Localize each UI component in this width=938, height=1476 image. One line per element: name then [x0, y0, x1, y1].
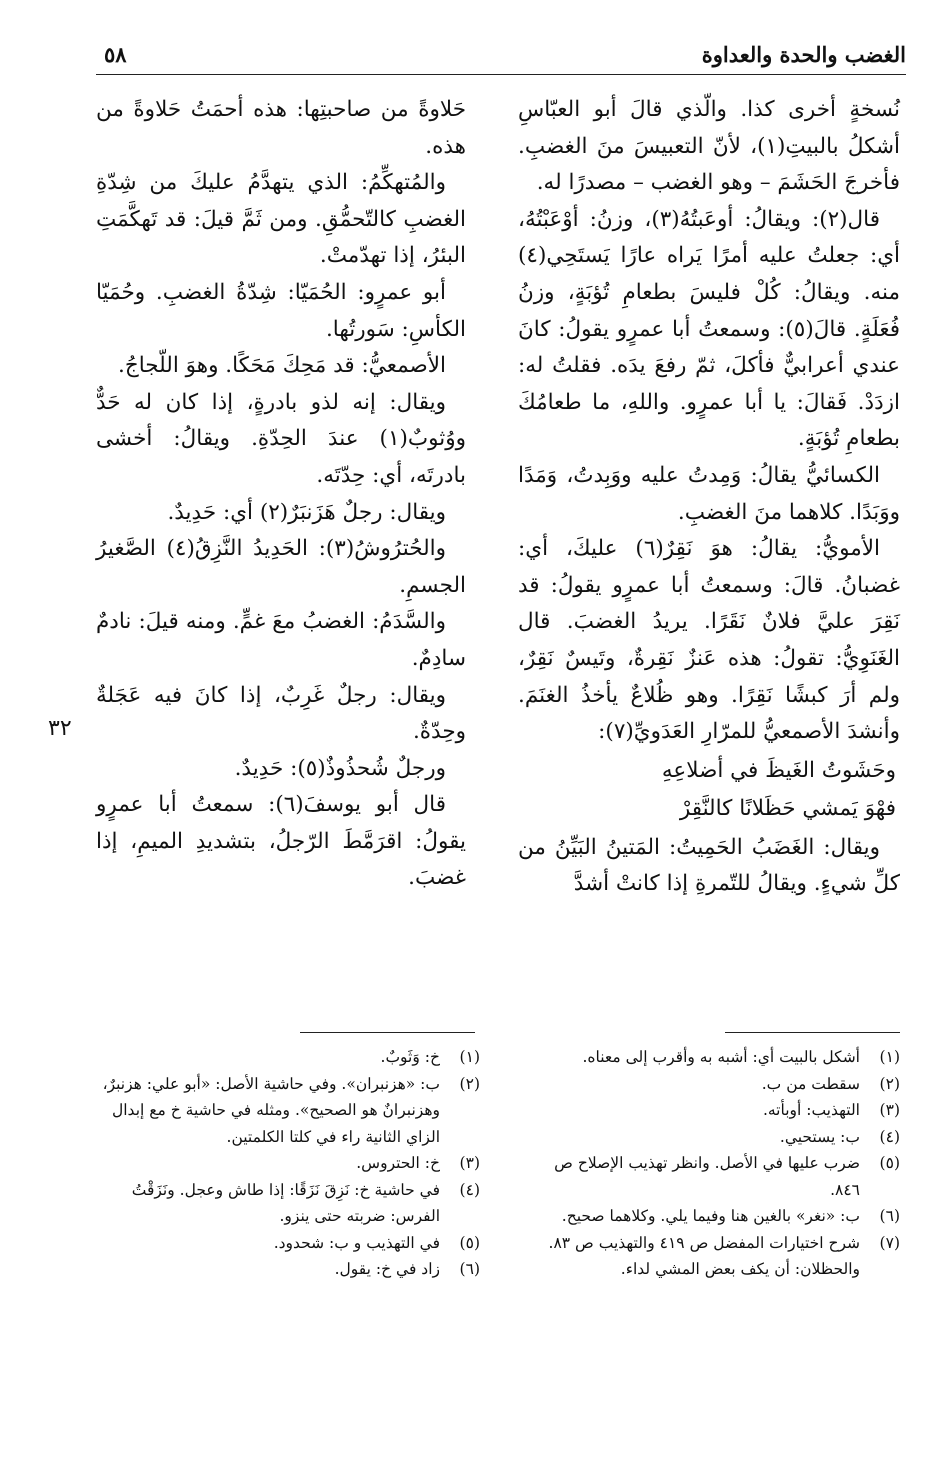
footnote-number: (٤) — [459, 1180, 480, 1199]
paragraph: نُسخةٍ أخرى كذا. والّذي قالَ أبو العبّاسِ أشكلُ بالبيتِ(١)، لأنّ التعبيسَ منَ الغضبِ. فأخرجَ الحَشَمَ – وهو الغضب – مصدرًا له. — [518, 97, 900, 196]
paragraph: ورجلٌ شُحذُوذٌ(٥): حَدِيدٌ. — [234, 755, 446, 781]
paragraph: والسَّدَمُ: الغضبُ معَ غمٍّ. ومنه قيلَ: نادمٌ سادِمٌ. — [96, 609, 466, 671]
footnote — [96, 1044, 480, 1071]
footnote-text: ب: «نغر» بالغين هنا وفيما يلي. وكلاهما صحيح. — [561, 1207, 860, 1225]
footnote-text: ضرب عليها في الأصل. وانظر تهذيب الإصلاح ص ٨٤٦. — [554, 1154, 860, 1199]
footnote-text: في التهذيب و ب: شحدود. — [273, 1233, 440, 1252]
footnote — [96, 1150, 480, 1177]
footnote-number: (٦) — [459, 1260, 480, 1278]
footnote-text: التهذيب: أوبأته. — [762, 1101, 860, 1119]
footnote-number: (٢) — [459, 1074, 480, 1093]
footnote-divider — [725, 1032, 900, 1033]
footnote-number: (٣) — [879, 1101, 900, 1119]
paragraph: قال(٢): ويقالُ: أوعَبتُهُ(٣)، وزنُ: أوْعَبْتُهُ، أي: جعلتُ عليه أمرًا يَراه عارًا يَستَحِي(٤) منه. ويقالُ: كُلْ فليسَ بطعامِ تُؤبَةٍ، وزنُ فُعَلَةٍ. قالَ(٥): وسمعتُ أبا عمرٍو يقولُ: كانَ عندي أعرابيٌّ فأكلَ، ثمّ رفعَ يدَه. فقلتُ له: ازدَدْ. فَقالَ: يا أبا عمرٍو. واللهِ، ما طعامُكَ بطعامِ تُؤبَةٍ. — [518, 206, 900, 452]
footnote — [520, 1044, 900, 1071]
page-number: ٥٨ — [104, 42, 127, 67]
footnote-number: (٦) — [879, 1207, 900, 1225]
footnote-number: (١) — [879, 1048, 900, 1066]
paragraph: والحُترُوشُ(٣): الحَدِيدُ النَّزِقُ(٤) الصَّغيرُ الجسمِ. — [96, 536, 466, 598]
footnote-number: (٣) — [459, 1154, 480, 1172]
footnote-text: زاد في خ: يقول. — [334, 1260, 440, 1278]
paragraph: أبو عمرٍو: الحُمَيّا: شِدّةُ الغضبِ. وحُمَيّا الكأسِ: سَورتُها. — [96, 279, 466, 342]
footnote-text: في حاشية خ: نَزِقَ نَزَقًا: إذا طاش وعجل. ونَزَقْتُ الفرس: ضربته حتى ينزو. — [131, 1180, 440, 1225]
footnote — [520, 1150, 900, 1203]
margin-number: ٣٢ — [48, 716, 72, 741]
left-text-column — [96, 92, 466, 897]
footnote — [96, 1071, 480, 1151]
footnote-number: (٤) — [879, 1127, 900, 1146]
running-header — [96, 40, 906, 75]
footnotes-right — [520, 1044, 900, 1283]
footnote — [96, 1177, 480, 1230]
footnote-text: ب: «هزنبران». وفي حاشية الأصل: «أبو علي: هزنبرٌ، وهزنبرانٌ هو الصحيح». ومثله في حاشية خ مع إبدال الزاي الثانية راء في كلتا الكلمتين. — [102, 1074, 440, 1146]
footnote — [520, 1203, 900, 1230]
footnote-text: أشكل بالبيت أي: أشبه به وأقرب إلى معناه. — [582, 1048, 860, 1066]
footnote-text: خ: الحتروس. — [356, 1154, 440, 1172]
verse-line: وحَشَوتُ الغَيظَ في أضلاعِهِ — [661, 757, 896, 783]
paragraph: ويقال: رجلٌ هَزَنبَرٌ(٢) أي: حَدِيدٌ. — [167, 499, 446, 525]
paragraph: الكسائيُّ يقالُ: وَمِدتُ عليه ووَبِدتُ، وَمَدًا ووَبَدًا. كلاهما منَ الغضبِ. — [518, 462, 900, 525]
footnote-divider — [300, 1032, 475, 1033]
footnote-number: (٢) — [879, 1074, 900, 1093]
footnote — [96, 1230, 480, 1257]
paragraph: حَلاوةً من صاحبتِها: هذه أحمَتُ حَلاوةً من هذه. — [96, 97, 466, 159]
footnote-number: (٥) — [459, 1233, 480, 1252]
verse-line: فهْوَ يَمشي حَظَلانًا كالنَّقِرْ — [679, 796, 896, 822]
footnote-number: (٧) — [879, 1233, 900, 1252]
paragraph: الأمويُّ: يقالُ: هوَ نَقِرٌ(٦) عليكَ، أي: غضبانُ. قالَ: وسمعتُ أبا عمرٍو يقولُ: قد نَقِرَ عليَّ فلانٌ نَقَرًا. يريدُ الغضبَ. قال الغَنَوِيُّ: تقولُ: هذه عَنزٌ نَقِرةٌ، وتَيسٌ نَقِرٌ، ولم أرَ كبشًا نَقِرًا. وهو ظُلاعٌ يأخذُ الغنَمَ. وأنشدَ الأصمعيُّ للمرّارِ العَدَويِّ(٧): — [518, 536, 901, 745]
footnote — [520, 1071, 900, 1098]
paragraph: ويقال: إنه لذو بادرةٍ، إذا كان له حَدٌّ ووُثوبٌ(١) عندَ الحِدّةِ. ويقالُ: أخشى بادرتَه، أي: حِدّتَه. — [96, 389, 466, 488]
footnote — [96, 1256, 480, 1283]
paragraph: والمُتهكِّمُ: الذي يتهدَّمُ عليكَ من شِدّةِ الغضبِ كالتّحمُّقِ. ومن ثَمَّ قيلَ: قد تَهكَّمَتِ البئرُ، إذا تهدّمتْ. — [96, 170, 466, 269]
paragraph: ويقال: الغَضَبُ الحَمِيتُ: المَتينُ البَيِّنُ من كلِّ شيءٍ. ويقالُ للتّمرةِ إذا كانتْ أشدَّ — [518, 834, 900, 897]
paragraph: ويقال: رجلٌ غَرِبٌ، إذا كانَ فيه عَجَلةٌ وحِدّةٌ. — [96, 682, 466, 745]
footnote — [520, 1230, 900, 1283]
paragraph: الأصمعيُّ: قد مَحِكَ مَحَكًا. وهوَ اللّجاجُ. — [118, 353, 446, 379]
paragraph: قال أبو يوسفَ(٦): سمعتُ أبا عمرٍو يقولُ: اقرَمَّطَ الرّجلُ، بتشديدِ الميمِ، إذا غضبَ. — [96, 792, 466, 891]
footnotes-left — [96, 1044, 480, 1283]
footnote-text: ب: يستحيي. — [779, 1127, 860, 1146]
footnote-number: (١) — [459, 1048, 480, 1066]
footnote — [520, 1124, 900, 1151]
footnote-text: خ: وَثَوبٌ. — [380, 1048, 440, 1066]
right-text-column — [518, 92, 900, 903]
footnote-text: شرح اختيارات المفضل ص ٤١٩ والتهذيب ص ٨٣. والحظلان: أن يكف بعض المشي لداء. — [548, 1233, 860, 1278]
footnote-text: سقطت من ب. — [761, 1074, 860, 1093]
footnote-number: (٥) — [879, 1154, 900, 1172]
footnote — [520, 1097, 900, 1124]
running-title: الغضب والحدة والعداوة — [701, 42, 906, 67]
